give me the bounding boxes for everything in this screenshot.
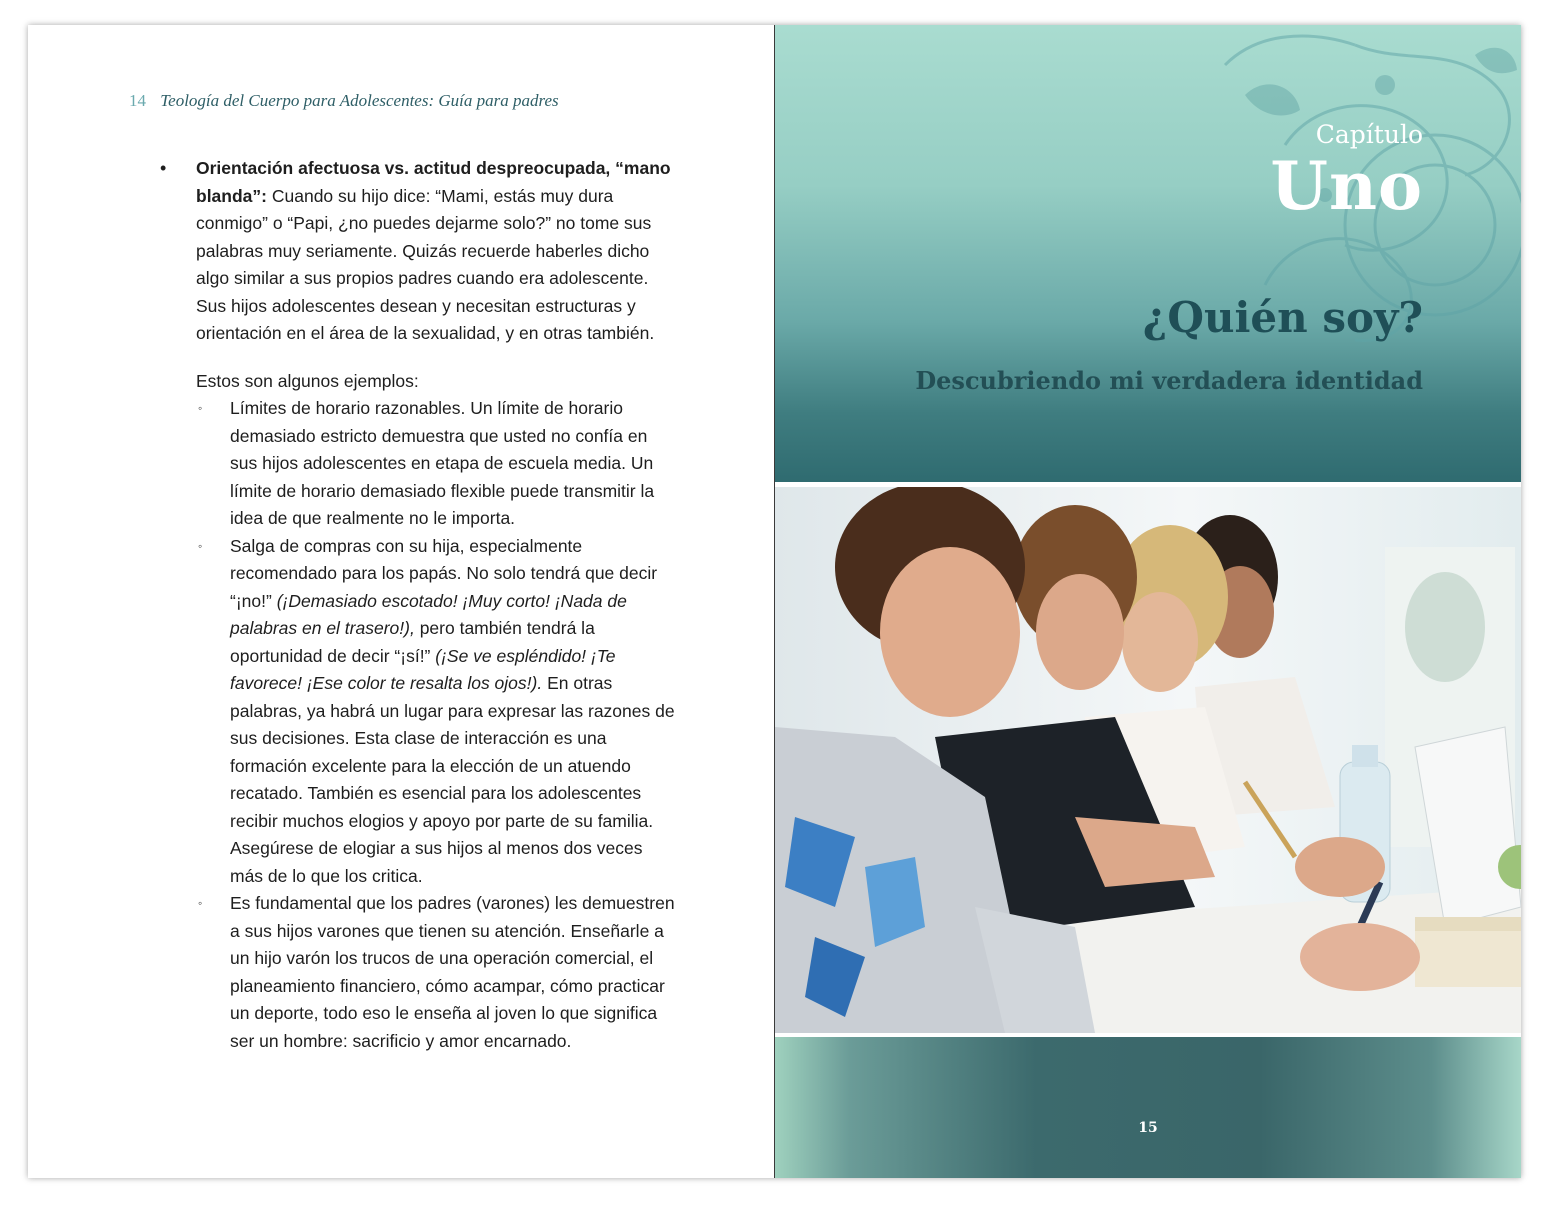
body-text	[158, 155, 678, 1055]
list-item-text: Salga de compras con su hija, especialmente recomendado para los papás. No solo tendrá que decir “¡no!”	[230, 535, 658, 611]
bullet-text: Cuando su hijo dice: “Mami, estás muy dura conmigo” o “Papi, ¿no puedes dejarme solo?” no tome sus palabras muy seriamente. Quizás recuerde haberles dicho algo similar a sus propios padres cuando era adolescente. Sus hijos adolescentes desean y necesitan estructuras y orientación en el área de la sexualidad, y en otras también.	[196, 185, 655, 343]
sub-bullet-icon: ◦	[198, 896, 203, 910]
list-item-text: Es fundamental que los padres (varones) les demuestren a sus hijos varones que tienen su atención. Enseñarle a un hijo varón los trucos de una operación comercial, el planeamiento financiero, cómo acampar, cómo practicar un deporte, todo eso le enseña al joven lo que significa ser un hombre: sacrificio y amor encarnado.	[230, 893, 675, 1051]
left-page	[28, 25, 775, 1178]
students-writing-photo	[775, 487, 1521, 1033]
left-page-number: 14	[129, 91, 146, 110]
chapter-label: Capítulo	[1315, 120, 1423, 149]
bullet-heading: Orientación afectuosa vs. actitud despreocupada, “mano blanda”:	[196, 158, 671, 206]
chapter-number: Uno	[1270, 147, 1423, 225]
list-item	[158, 395, 678, 533]
bullet-item	[158, 155, 678, 348]
book-spread	[28, 25, 1521, 1178]
list-item	[158, 890, 678, 1055]
students-illustration	[775, 487, 1521, 1033]
right-page	[775, 25, 1521, 1178]
list-item-text: Límites de horario razonables. Un límite de horario demasiado estricto demuestra que usted no confía en sus hijos adolescentes en etapa de escuela media. Un límite de horario demasiado flexible puede transmitir la idea de que realmente no le importa.	[230, 398, 655, 528]
list-item-text: pero también tendrá la oportunidad de decir “¡sí!”	[230, 618, 595, 666]
chapter-title: ¿Quién soy?	[1142, 293, 1423, 342]
list-item	[158, 533, 678, 891]
list-item-italic: (¡Demasiado escotado! ¡Muy corto! ¡Nada de palabras en el trasero!),	[230, 590, 627, 638]
list-item-italic: (¡Se ve espléndido! ¡Te favorece! ¡Ese color te resalta los ojos!).	[230, 645, 616, 693]
sub-bullet-icon: ◦	[198, 401, 203, 415]
examples-intro: Estos son algunos ejemplos:	[196, 370, 419, 391]
chapter-subtitle: Descubriendo mi verdadera identidad	[915, 366, 1423, 395]
right-page-number: 15	[1138, 1120, 1158, 1136]
list-item-text: En otras palabras, ya habrá un lugar para expresar las razones de sus decisiones. Esta clase de interacción es una formación excelente para la elección de un atuendo recatado. También es esencial para los adolescentes recibir muchos elogios y apoyo por parte de su familia. Asegúrese de elogiar a sus hijos al menos dos veces más de lo que los critica.	[230, 673, 675, 886]
footer-band	[775, 1037, 1521, 1178]
examples-list	[158, 395, 678, 1055]
bullet-icon: •	[160, 158, 167, 178]
sub-bullet-icon: ◦	[198, 538, 203, 553]
running-head	[129, 91, 559, 111]
running-title: Teología del Cuerpo para Adolescentes: Guía para padres	[160, 91, 559, 110]
chapter-header-panel	[775, 25, 1521, 482]
